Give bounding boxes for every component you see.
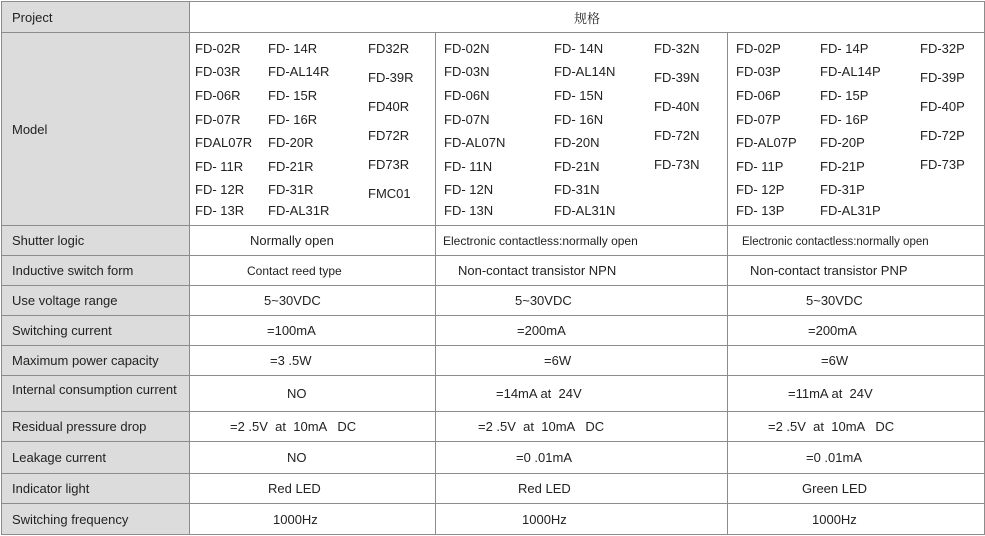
model-p-4-1: FD-20P	[820, 135, 865, 150]
spec-value-r	[190, 474, 436, 504]
spec-value-text: Non-contact transistor NPN	[458, 263, 617, 278]
spec-value-text: =3 .5W	[270, 353, 312, 368]
spec-value-n	[436, 442, 728, 474]
spec-value-p	[728, 256, 985, 286]
spec-row-label: Indicator light	[2, 474, 190, 504]
spec-row	[2, 316, 985, 346]
model-n-1-1: FD-AL14N	[554, 64, 616, 79]
spec-value-text: =2 .5V at 10mA DC	[768, 419, 895, 434]
spec-row	[2, 412, 985, 442]
model-n-2-1: FD- 15N	[554, 88, 604, 103]
spec-value-n	[436, 504, 728, 535]
spec-row-label: Inductive switch form	[2, 256, 190, 286]
model-n-1-0: FD-03N	[444, 64, 490, 79]
spec-value-text: =200mA	[808, 323, 857, 338]
model-r-5-0: FD- 11R	[195, 159, 244, 174]
spec-row-label: Maximum power capacity	[2, 346, 190, 376]
spec-value-text: Electronic contactless:normally open	[443, 234, 638, 248]
model-p-2-2: FD-40P	[920, 99, 965, 114]
spec-value-text: Contact reed type	[247, 264, 342, 278]
model-label: Model	[2, 33, 190, 226]
models-r-grid	[190, 33, 435, 225]
header-spec: 规格	[190, 2, 985, 33]
models-p-cell	[728, 33, 985, 226]
model-p-3-1: FD- 16P	[820, 112, 869, 127]
spec-value-text: =14mA at 24V	[496, 386, 582, 401]
spec-value-r	[190, 226, 436, 256]
model-p-1-1: FD-AL14P	[820, 64, 881, 79]
model-n-6-1: FD-31N	[554, 182, 600, 197]
model-r-2-0: FD-06R	[195, 88, 241, 103]
model-r-2-2: FD40R	[368, 99, 410, 114]
spec-value-n	[436, 226, 728, 256]
model-r-6-1: FD-31R	[268, 182, 314, 197]
spec-value-n	[436, 346, 728, 376]
spec-row	[2, 256, 985, 286]
spec-value-text: =0 .01mA	[516, 450, 573, 465]
spec-value-text: Red LED	[518, 481, 571, 496]
model-r-1-0: FD-03R	[195, 64, 241, 79]
spec-value-p	[728, 442, 985, 474]
model-p-2-0: FD-06P	[736, 88, 781, 103]
spec-value-text: =6W	[821, 353, 849, 368]
model-p-4-0: FD-AL07P	[736, 135, 797, 150]
spec-row-label: Use voltage range	[2, 286, 190, 316]
spec-value-text: 1000Hz	[273, 511, 318, 527]
spec-row-label: Switching frequency	[2, 504, 190, 535]
spec-value-text: Electronic contactless:normally open	[742, 236, 929, 248]
models-n-grid	[436, 33, 727, 225]
spec-value-r	[190, 376, 436, 412]
model-n-2-0: FD-06N	[444, 88, 490, 103]
model-n-0-2: FD-32N	[654, 41, 700, 56]
model-p-7-1: FD-AL31P	[820, 203, 881, 218]
spec-value-n	[436, 316, 728, 346]
spec-row-label: Leakage current	[2, 442, 190, 474]
models-n-cell	[436, 33, 728, 226]
spec-value-text: NO	[287, 450, 307, 465]
spec-value-n	[436, 256, 728, 286]
model-n-0-1: FD- 14N	[554, 41, 604, 56]
spec-value-text: =6W	[544, 353, 572, 368]
spec-value-p	[728, 226, 985, 256]
spec-value-text: NO	[287, 386, 307, 401]
model-r-3-1: FD- 16R	[268, 112, 318, 127]
model-p-3-2: FD-72P	[920, 128, 965, 143]
spec-value-r	[190, 316, 436, 346]
model-n-4-1: FD-20N	[554, 135, 600, 150]
spec-rows	[2, 226, 985, 535]
spec-row	[2, 442, 985, 474]
model-r-4-1: FD-20R	[268, 135, 314, 150]
model-p-2-1: FD- 15P	[820, 88, 869, 103]
model-p-4-2: FD-73P	[920, 157, 965, 172]
spec-value-r	[190, 412, 436, 442]
model-r-0-2: FD32R	[368, 41, 410, 56]
model-r-0-0: FD-02R	[195, 41, 241, 56]
model-r-4-2: FD73R	[368, 157, 410, 172]
spec-value-r	[190, 256, 436, 286]
spec-value-text: Red LED	[268, 481, 321, 496]
spec-value-text: =0 .01mA	[806, 450, 863, 465]
spec-value-p	[728, 412, 985, 442]
model-r-0-1: FD- 14R	[268, 41, 318, 56]
spec-row-label: Switching current	[2, 316, 190, 346]
model-n-4-0: FD-AL07N	[444, 135, 506, 150]
model-p-1-0: FD-03P	[736, 64, 781, 79]
model-r-1-1: FD-AL14R	[268, 64, 330, 79]
spec-value-n	[436, 376, 728, 412]
model-n-4-2: FD-73N	[654, 157, 700, 172]
model-p-6-0: FD- 12P	[736, 182, 785, 197]
spec-value-p	[728, 346, 985, 376]
spec-value-text: Non-contact transistor PNP	[750, 263, 908, 278]
spec-row	[2, 346, 985, 376]
spec-value-text: 1000Hz	[812, 511, 857, 527]
model-p-0-1: FD- 14P	[820, 41, 869, 56]
spec-row	[2, 474, 985, 504]
spec-value-p	[728, 316, 985, 346]
spec-value-text: =2 .5V at 10mA DC	[230, 419, 357, 434]
spec-value-text: =2 .5V at 10mA DC	[478, 419, 605, 434]
model-n-5-0: FD- 11N	[444, 159, 493, 174]
model-n-0-0: FD-02N	[444, 41, 490, 56]
spec-row-label: Residual pressure drop	[2, 412, 190, 442]
model-n-7-0: FD- 13N	[444, 203, 494, 218]
model-p-0-0: FD-02P	[736, 41, 781, 56]
spec-row	[2, 226, 985, 256]
model-r-3-0: FD-07R	[195, 112, 241, 127]
model-r-3-2: FD72R	[368, 128, 410, 143]
model-n-5-1: FD-21N	[554, 159, 600, 174]
model-p-0-2: FD-32P	[920, 41, 965, 56]
header-row	[2, 2, 985, 33]
model-r-1-2: FD-39R	[368, 70, 414, 85]
model-n-7-1: FD-AL31N	[554, 203, 616, 218]
model-p-7-0: FD- 13P	[736, 203, 785, 218]
spec-row	[2, 286, 985, 316]
spec-value-p	[728, 504, 985, 535]
spec-value-n	[436, 412, 728, 442]
spec-table	[1, 1, 985, 535]
model-r-7-0: FD- 13R	[195, 203, 245, 218]
model-row	[2, 33, 985, 226]
model-r-2-1: FD- 15R	[268, 88, 318, 103]
model-n-3-2: FD-72N	[654, 128, 700, 143]
model-r-4-0: FDAL07R	[195, 135, 253, 150]
spec-row	[2, 504, 985, 535]
models-r-cell	[190, 33, 436, 226]
model-p-1-2: FD-39P	[920, 70, 965, 85]
model-n-2-2: FD-40N	[654, 99, 700, 114]
header-project: Project	[2, 2, 190, 33]
model-p-6-1: FD-31P	[820, 182, 865, 197]
spec-value-n	[436, 286, 728, 316]
spec-value-text: 1000Hz	[522, 511, 567, 527]
spec-row	[2, 376, 985, 412]
model-r-6-0: FD- 12R	[195, 182, 245, 197]
spec-value-r	[190, 346, 436, 376]
model-n-1-2: FD-39N	[654, 70, 700, 85]
spec-value-text: Normally open	[250, 233, 334, 248]
model-n-3-0: FD-07N	[444, 112, 490, 127]
spec-value-text: 5~30VDC	[264, 293, 321, 308]
spec-value-text: =11mA at 24V	[788, 386, 873, 401]
model-p-5-0: FD- 11P	[736, 159, 784, 174]
spec-value-text: 5~30VDC	[515, 293, 572, 308]
spec-value-text: =200mA	[517, 323, 566, 338]
spec-row-label: Shutter logic	[2, 226, 190, 256]
spec-value-text: =100mA	[267, 323, 316, 338]
spec-value-p	[728, 286, 985, 316]
spec-value-r	[190, 504, 436, 535]
spec-value-text: Green LED	[802, 481, 868, 496]
spec-value-p	[728, 376, 985, 412]
spec-row-label: Internal consumption current	[2, 376, 190, 412]
spec-value-text: 5~30VDC	[806, 293, 863, 308]
model-r-5-1: FD-21R	[268, 159, 314, 174]
models-p-grid	[728, 33, 984, 225]
spec-value-r	[190, 286, 436, 316]
spec-value-p	[728, 474, 985, 504]
model-n-3-1: FD- 16N	[554, 112, 604, 127]
model-p-3-0: FD-07P	[736, 112, 781, 127]
spec-value-n	[436, 474, 728, 504]
model-n-6-0: FD- 12N	[444, 182, 494, 197]
spec-value-r	[190, 442, 436, 474]
model-r-5-2: FMC01	[368, 186, 411, 201]
model-p-5-1: FD-21P	[820, 159, 865, 174]
model-r-7-1: FD-AL31R	[268, 203, 330, 218]
